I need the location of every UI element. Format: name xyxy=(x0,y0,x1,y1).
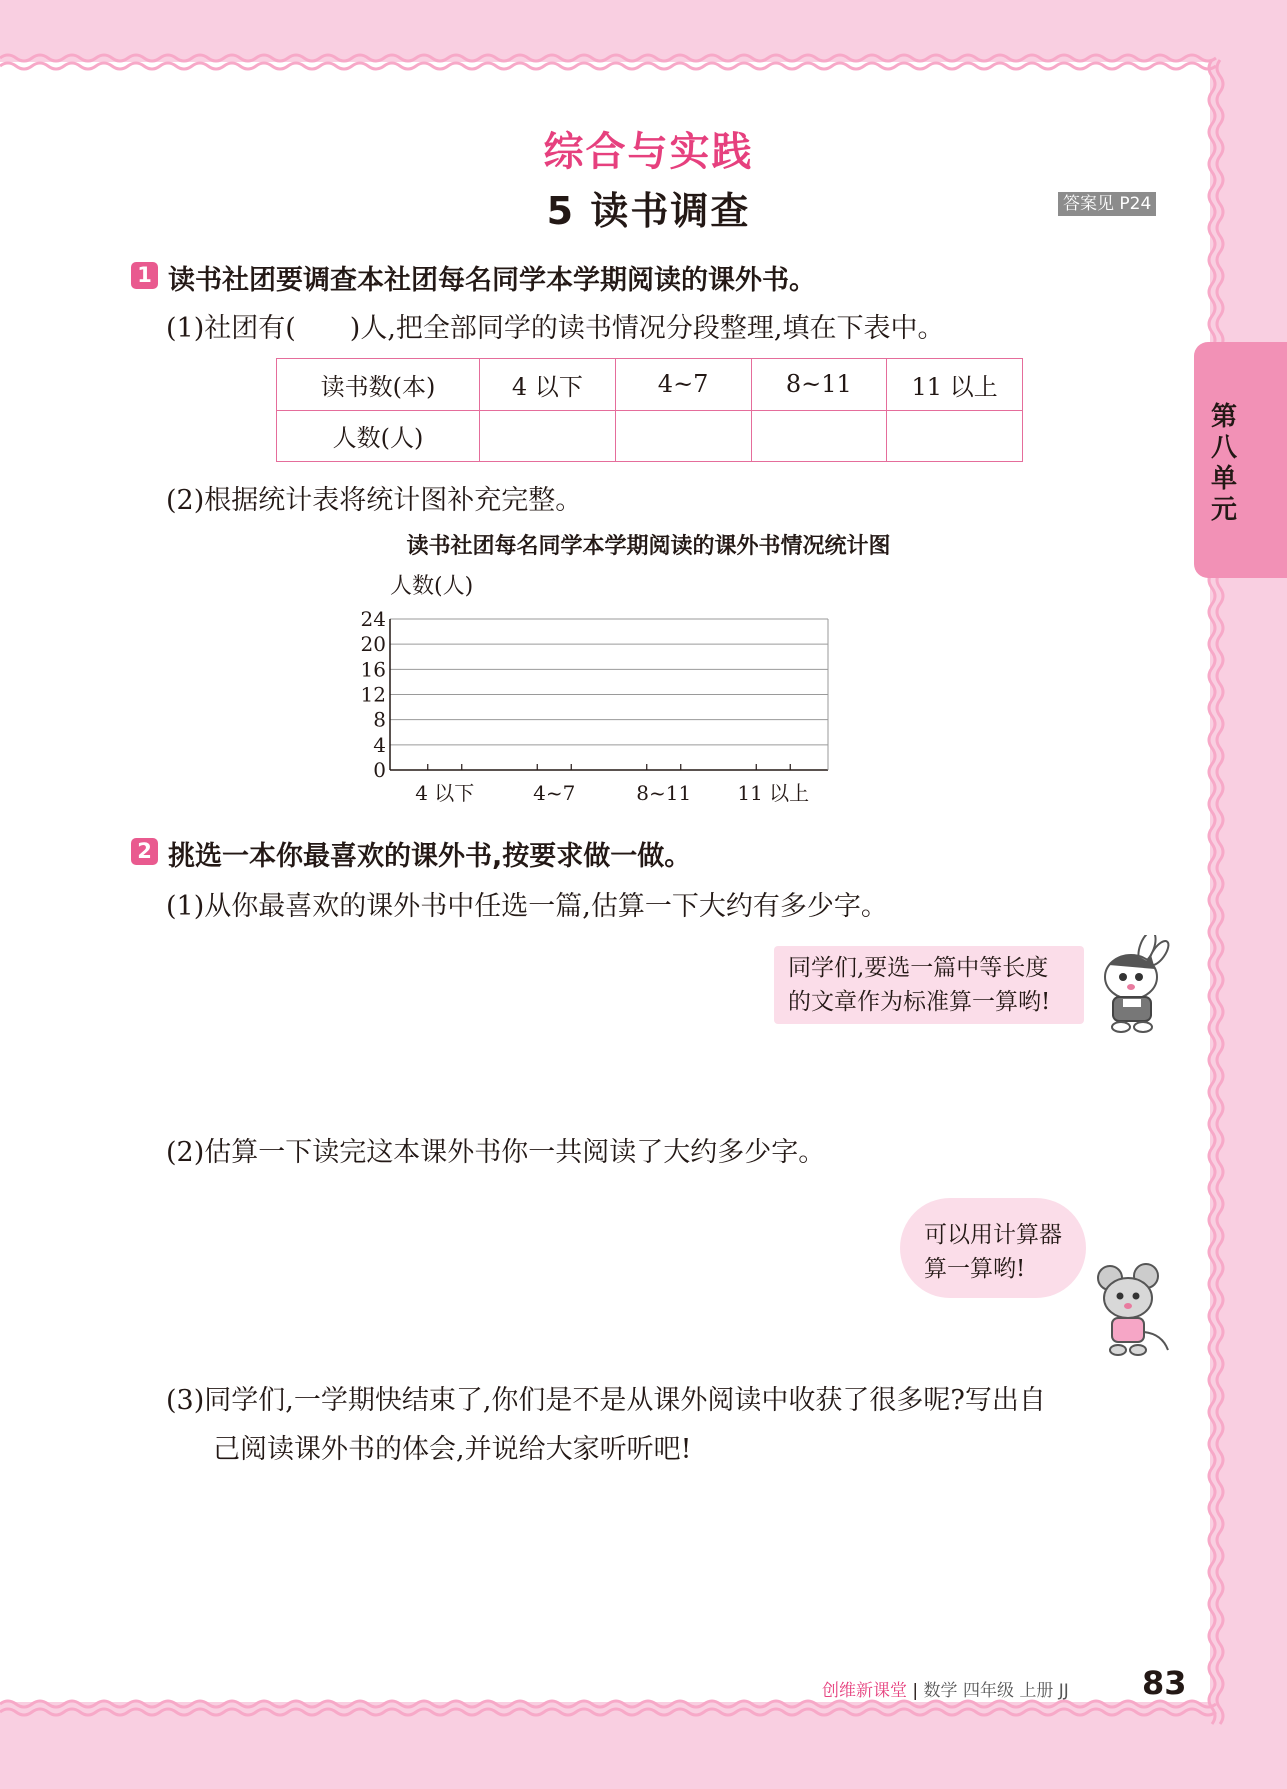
y-tick-label: 4 xyxy=(373,732,386,757)
answer-reference-tag: 答案见 P24 xyxy=(1058,192,1156,216)
section-title: 综合与实践 xyxy=(543,129,754,175)
bottom-wave-border xyxy=(0,1690,1287,1730)
question-number-1: 1 xyxy=(131,262,158,289)
tip-1-line-1: 同学们,要选一篇中等长度 xyxy=(788,955,1049,981)
y-tick-label: 16 xyxy=(360,657,386,682)
y-tick-label: 0 xyxy=(373,758,386,782)
tip-1-line-2: 的文章作为标准算一算哟! xyxy=(788,989,1051,1015)
mouse-mascot-icon xyxy=(1090,1262,1172,1362)
question-2-part-3-line-2: 己阅读课外书的体会,并说给大家听听吧! xyxy=(213,1434,692,1465)
table-column-header: 4~7 xyxy=(615,359,751,411)
bar-chart[interactable] xyxy=(340,565,840,815)
question-2-part-3-line-1: (3)同学们,一学期快结束了,你们是不是从课外阅读中收获了很多呢?写出自 xyxy=(166,1385,1046,1416)
tip-2-line-2: 算一算哟! xyxy=(924,1256,1026,1282)
x-tick-label: 4~7 xyxy=(533,781,576,805)
count-answer-cell[interactable] xyxy=(751,410,887,462)
table-column-header: 11 以上 xyxy=(887,359,1023,411)
table-row xyxy=(277,359,1023,411)
x-tick-label: 11 以上 xyxy=(737,781,810,805)
lesson-title: 5 读书调查 xyxy=(546,189,751,233)
y-axis-label: 人数(人) xyxy=(390,574,474,599)
count-answer-cell[interactable] xyxy=(480,410,616,462)
tip-bubble-2 xyxy=(900,1198,1086,1298)
table-header-people: 人数(人) xyxy=(277,410,480,462)
y-tick-label: 24 xyxy=(360,607,386,631)
right-wave-border xyxy=(1196,60,1236,1710)
unit-tab-label: 第八单元 xyxy=(1210,402,1237,525)
question-1-part-2: (2)根据统计表将统计图补充完整。 xyxy=(166,485,583,516)
tip-bubble-1 xyxy=(774,946,1084,1024)
rabbit-mascot-icon xyxy=(1095,935,1173,1035)
footer-separator: | xyxy=(912,1681,919,1701)
question-number-2: 2 xyxy=(131,838,158,865)
y-tick-label: 8 xyxy=(373,707,386,732)
y-tick-label: 20 xyxy=(360,632,386,657)
question-1-part-1: (1)社团有( )人,把全部同学的读书情况分段整理,填在下表中。 xyxy=(166,313,945,344)
table-row xyxy=(277,410,1023,462)
page-number: 83 xyxy=(1142,1664,1187,1702)
question-2-part-1: (1)从你最喜欢的课外书中任选一篇,估算一下大约有多少字。 xyxy=(166,891,888,922)
chart-title: 读书社团每名同学本学期阅读的课外书情况统计图 xyxy=(406,534,891,559)
question-1-text: 读书社团要调查本社团每名同学本学期阅读的课外书。 xyxy=(168,265,816,296)
x-tick-label: 8~11 xyxy=(636,781,692,805)
chart-gridlines xyxy=(390,619,828,770)
count-answer-cell[interactable] xyxy=(615,410,751,462)
footer-info xyxy=(822,1676,1069,1701)
table-header-books: 读书数(本) xyxy=(277,359,480,411)
footer-brand: 创维新课堂 xyxy=(822,1681,907,1701)
reading-count-table xyxy=(276,358,1023,462)
tip-2-line-1: 可以用计算器 xyxy=(924,1222,1062,1248)
question-2-text: 挑选一本你最喜欢的课外书,按要求做一做。 xyxy=(168,841,692,872)
y-tick-label: 12 xyxy=(360,682,386,707)
count-answer-cell[interactable] xyxy=(887,410,1023,462)
footer-book-info: 数学 四年级 上册 JJ xyxy=(923,1681,1069,1701)
y-tick-labels xyxy=(361,607,386,782)
table-column-header: 8~11 xyxy=(751,359,887,411)
table-column-header: 4 以下 xyxy=(480,359,616,411)
top-wave-border xyxy=(0,40,1287,80)
question-2-part-2: (2)估算一下读完这本课外书你一共阅读了大约多少字。 xyxy=(166,1137,826,1168)
x-tick-label: 4 以下 xyxy=(415,781,475,805)
